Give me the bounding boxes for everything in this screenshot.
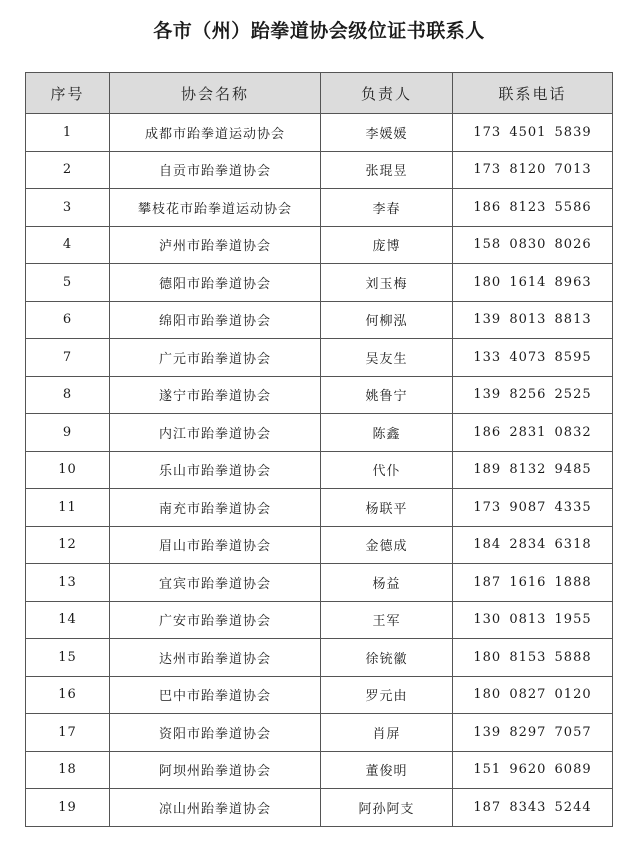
- cell-association: 乐山市跆拳道协会: [110, 451, 321, 489]
- cell-phone: 187 1616 1888: [453, 564, 613, 602]
- cell-person: 金德成: [321, 526, 453, 564]
- cell-phone: 180 8153 5888: [453, 639, 613, 677]
- table-row: [26, 114, 613, 152]
- cell-person: 杨联平: [321, 489, 453, 527]
- cell-association: 德阳市跆拳道协会: [110, 264, 321, 302]
- cell-phone: 139 8256 2525: [453, 376, 613, 414]
- cell-association: 眉山市跆拳道协会: [110, 526, 321, 564]
- cell-number: 14: [26, 601, 110, 639]
- cell-number: 5: [26, 264, 110, 302]
- table-row: [26, 526, 613, 564]
- cell-person: 李春: [321, 189, 453, 227]
- cell-phone: 184 2834 6318: [453, 526, 613, 564]
- table-row: [26, 376, 613, 414]
- cell-association: 内江市跆拳道协会: [110, 414, 321, 452]
- cell-number: 15: [26, 639, 110, 677]
- page-title: 各市（州）跆拳道协会级位证书联系人: [153, 20, 485, 42]
- table-row: [26, 676, 613, 714]
- cell-phone: 151 9620 6089: [453, 751, 613, 789]
- cell-phone: 173 4501 5839: [453, 114, 613, 152]
- cell-association: 成都市跆拳道运动协会: [110, 114, 321, 152]
- table-row: [26, 714, 613, 752]
- cell-association: 攀枝花市跆拳道运动协会: [110, 189, 321, 227]
- table-row: [26, 226, 613, 264]
- cell-phone: 133 4073 8595: [453, 339, 613, 377]
- cell-number: 2: [26, 151, 110, 189]
- header-number: 序号: [26, 73, 110, 114]
- cell-person: 吴友生: [321, 339, 453, 377]
- cell-number: 8: [26, 376, 110, 414]
- cell-number: 12: [26, 526, 110, 564]
- table-row: [26, 301, 613, 339]
- cell-phone: 139 8013 8813: [453, 301, 613, 339]
- cell-phone: 187 8343 5244: [453, 789, 613, 827]
- cell-person: 杨益: [321, 564, 453, 602]
- cell-person: 董俊明: [321, 751, 453, 789]
- cell-association: 自贡市跆拳道协会: [110, 151, 321, 189]
- cell-association: 绵阳市跆拳道协会: [110, 301, 321, 339]
- cell-association: 巴中市跆拳道协会: [110, 676, 321, 714]
- cell-number: 9: [26, 414, 110, 452]
- cell-phone: 139 8297 7057: [453, 714, 613, 752]
- table-header-row: [26, 73, 613, 114]
- table-body: [26, 114, 613, 827]
- cell-phone: 158 0830 8026: [453, 226, 613, 264]
- cell-person: 王军: [321, 601, 453, 639]
- table-row: [26, 414, 613, 452]
- table-row: [26, 564, 613, 602]
- cell-person: 阿孙阿支: [321, 789, 453, 827]
- cell-association: 南充市跆拳道协会: [110, 489, 321, 527]
- contacts-table: [25, 72, 613, 827]
- cell-number: 10: [26, 451, 110, 489]
- table-row: [26, 264, 613, 302]
- cell-number: 16: [26, 676, 110, 714]
- cell-person: 何柳泓: [321, 301, 453, 339]
- table-row: [26, 789, 613, 827]
- cell-person: 代仆: [321, 451, 453, 489]
- cell-phone: 130 0813 1955: [453, 601, 613, 639]
- cell-number: 4: [26, 226, 110, 264]
- cell-number: 1: [26, 114, 110, 152]
- cell-person: 李媛媛: [321, 114, 453, 152]
- cell-number: 11: [26, 489, 110, 527]
- cell-phone: 186 2831 0832: [453, 414, 613, 452]
- cell-number: 7: [26, 339, 110, 377]
- cell-association: 泸州市跆拳道协会: [110, 226, 321, 264]
- cell-association: 广元市跆拳道协会: [110, 339, 321, 377]
- cell-person: 罗元由: [321, 676, 453, 714]
- cell-number: 13: [26, 564, 110, 602]
- cell-number: 17: [26, 714, 110, 752]
- cell-association: 遂宁市跆拳道协会: [110, 376, 321, 414]
- cell-number: 18: [26, 751, 110, 789]
- table-row: [26, 339, 613, 377]
- cell-phone: 180 0827 0120: [453, 676, 613, 714]
- table-row: [26, 151, 613, 189]
- cell-number: 19: [26, 789, 110, 827]
- cell-person: 徐铳徽: [321, 639, 453, 677]
- cell-association: 广安市跆拳道协会: [110, 601, 321, 639]
- cell-association: 宜宾市跆拳道协会: [110, 564, 321, 602]
- cell-person: 刘玉梅: [321, 264, 453, 302]
- table-row: [26, 601, 613, 639]
- cell-number: 6: [26, 301, 110, 339]
- cell-association: 达州市跆拳道协会: [110, 639, 321, 677]
- table-row: [26, 751, 613, 789]
- cell-phone: 173 8120 7013: [453, 151, 613, 189]
- table-row: [26, 451, 613, 489]
- cell-phone: 180 1614 8963: [453, 264, 613, 302]
- cell-association: 凉山州跆拳道协会: [110, 789, 321, 827]
- cell-person: 陈鑫: [321, 414, 453, 452]
- table-row: [26, 639, 613, 677]
- cell-person: 姚鲁宁: [321, 376, 453, 414]
- cell-person: 庞博: [321, 226, 453, 264]
- table-row: [26, 189, 613, 227]
- header-phone: 联系电话: [453, 73, 613, 114]
- cell-phone: 186 8123 5586: [453, 189, 613, 227]
- cell-number: 3: [26, 189, 110, 227]
- table-row: [26, 489, 613, 527]
- cell-person: 张琨昱: [321, 151, 453, 189]
- cell-association: 资阳市跆拳道协会: [110, 714, 321, 752]
- header-person: 负责人: [321, 73, 453, 114]
- cell-phone: 173 9087 4335: [453, 489, 613, 527]
- cell-person: 肖屏: [321, 714, 453, 752]
- header-association: 协会名称: [110, 73, 321, 114]
- cell-association: 阿坝州跆拳道协会: [110, 751, 321, 789]
- cell-phone: 189 8132 9485: [453, 451, 613, 489]
